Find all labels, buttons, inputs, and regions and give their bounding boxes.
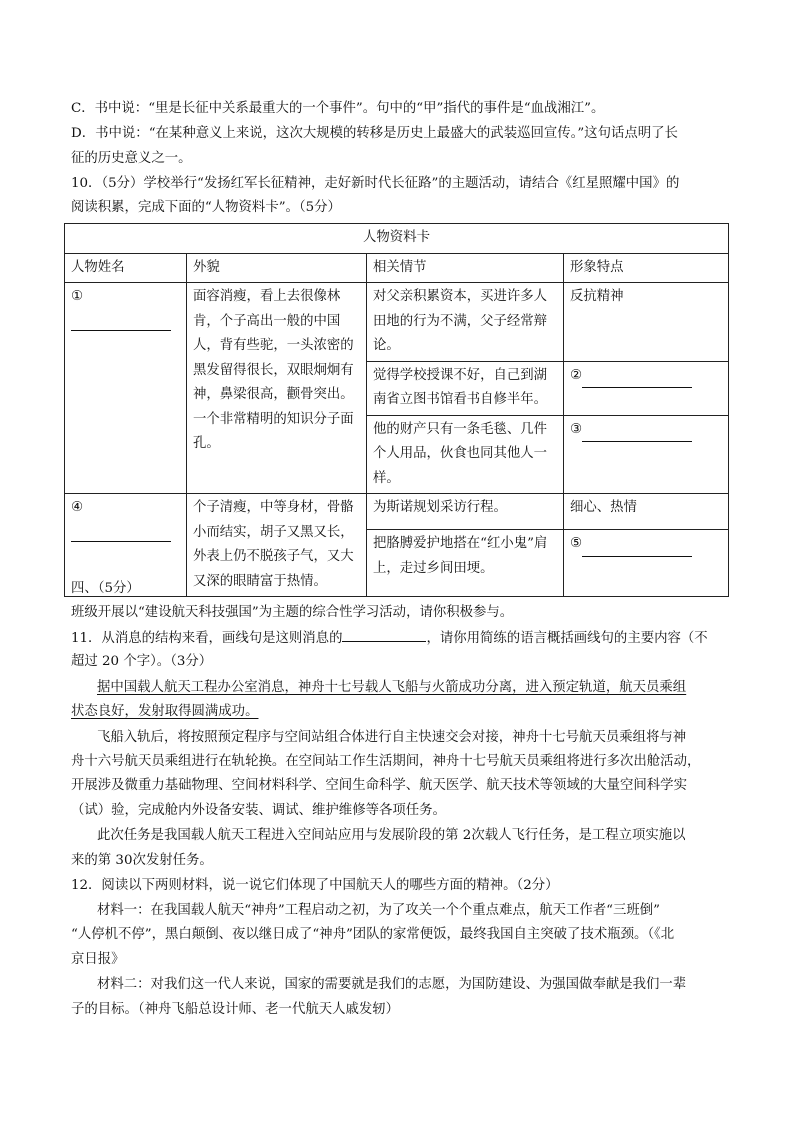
question-10-line2: 阅读积累，完成下面的“人物资料卡”。（5分） <box>71 200 341 215</box>
person1-name-blank[interactable] <box>71 316 171 331</box>
person2-plot-2: 把胳膊爱护地搭在“红小鬼”肩上，走过乡间田埂。 <box>367 530 564 597</box>
person1-trait-1: 反抗精神 <box>564 283 729 362</box>
material-2-line2: 子的目标。（神舟飞船总设计师、老一代航天人戚发轫） <box>71 1002 400 1017</box>
question-11-line2: 超过 20 个字）。（3分） <box>71 654 213 669</box>
question-10-line1: 10．（5分）学校举行“发扬红军长征精神，走好新时代长征路”的主题活动，请结合《红星照耀中国》的 <box>71 176 680 191</box>
person2-trait-2-blank[interactable] <box>582 540 692 557</box>
person2-trait-2-mark: ⑤ <box>570 536 583 552</box>
person1-trait-3-mark: ③ <box>570 421 583 437</box>
material-1-line2: “人停机不停”，黑白颠倒、夜以继日成了“神舟”团队的家常便饭，最终我国自主突破了技术瓶颈。（《北 <box>71 927 675 942</box>
news-para2-line2: 来的第 30次发射任务。 <box>71 853 213 868</box>
person1-row1 <box>65 283 729 362</box>
question-11-line1 <box>71 627 708 650</box>
person1-trait-2-cell <box>564 361 729 415</box>
header-name: 人物姓名 <box>65 253 187 283</box>
news-para1-line1: 飞船入轨后，将按照预定程序与空间站组合体进行自主快速交会对接，神舟十七号航天员乘组将与神 <box>97 730 687 745</box>
news-para1-line4: （试）验，完成舱内外设备安装、调试、维护维修等各项任务。 <box>71 803 446 818</box>
card-title: 人物资料卡 <box>65 224 729 254</box>
person2-trait-2-cell <box>564 530 729 597</box>
character-card-table <box>64 223 729 597</box>
q11-answer-blank[interactable] <box>342 627 426 642</box>
person2-row1 <box>65 494 729 530</box>
section-4-intro: 班级开展以“建设航天科技强国”为主题的综合性学习活动，请你积极参与。 <box>71 605 514 620</box>
material-2-line1: 材料二：对我们这一代人来说，国家的需要就是我们的志愿，为国防建设、为强国做奉献是我们一辈 <box>97 977 687 992</box>
person1-name-cell <box>65 283 187 494</box>
person2-trait-1: 细心、热情 <box>564 494 729 530</box>
person2-mark: ④ <box>71 500 84 515</box>
header-appearance: 外貌 <box>187 253 367 283</box>
question-12: 12．阅读以下两则材料，说一说它们体现了中国航天人的哪些方面的精神。（2分） <box>71 878 559 893</box>
person1-appearance: 面容消瘦，看上去很像林肯，个子高出一般的中国人，背有些驼，一头浓密的黑发留得很长，双眼炯炯有神，鼻梁很高，颧骨突出。一个非常精明的知识分子面孔。 <box>187 283 367 494</box>
person1-plot-2: 觉得学校授课不好，自己到湖南省立图书馆看书自修半年。 <box>367 361 564 415</box>
news-para1-line3: 开展涉及微重力基础物理、空间材料科学、空间生命科学、航天医学、航天技术等领域的大量空间科学实 <box>71 778 687 793</box>
person1-plot-3: 他的财产只有一条毛毯、几件个人用品，伙食也同其他人一样。 <box>367 415 564 494</box>
person1-trait-3-cell <box>564 415 729 494</box>
header-plot: 相关情节 <box>367 253 564 283</box>
option-d-line1: D．书中说：“在某种意义上来说，这次大规模的转移是历史上最盛大的武装巡回宣传。”这句话点明了长 <box>71 126 678 141</box>
option-d-line2: 征的历史意义之一。 <box>71 151 192 166</box>
header-trait: 形象特点 <box>564 253 729 283</box>
option-c: C．书中说：“里是长征中关系最重大的一个事件”。句中的“甲”指代的事件是“血战湘江”。 <box>71 101 605 116</box>
person2-plot-1: 为斯诺规划采访行程。 <box>367 494 564 530</box>
material-1-line3: 京日报》 <box>71 952 125 967</box>
q11-post: ，请你用简练的语言概括画线句的主要内容（不 <box>426 631 708 646</box>
person1-trait-2-blank[interactable] <box>582 371 692 388</box>
underlined-sentence-2: 状态良好，发射取得圆满成功。 <box>71 704 259 719</box>
person1-trait-3-blank[interactable] <box>582 425 692 442</box>
person1-trait-2-mark: ② <box>570 367 583 383</box>
news-para1-line2: 舟十六号航天员乘组进行在轨轮换。在空间站工作生活期间，神舟十七号航天员乘组将进行多次出舱活动， <box>71 754 701 769</box>
underlined-sentence-1: 据中国载人航天工程办公室消息，神舟十七号载人飞船与火箭成功分离，进入预定轨道，航天员乘组 <box>97 680 687 695</box>
person2-appearance: 个子清瘦，中等身材，骨骼小而结实，胡子又黑又长，外表上仍不脱孩子气，又大又深的眼睛富于热情。 <box>187 494 367 597</box>
q11-pre: 11．从消息的结构来看，画线句是这则消息的 <box>71 631 343 646</box>
person1-plot-1: 对父亲积累资本，买进许多人田地的行为不满，父子经常辩论。 <box>367 283 564 362</box>
card-header-row <box>65 253 729 283</box>
material-1-line1: 材料一：在我国载人航天“神舟”工程启动之初，为了攻关一个个重点难点，航天工作者“三班倒” <box>97 903 661 918</box>
section-4-heading: 四、（5分） <box>71 581 140 596</box>
person1-mark: ① <box>71 289 84 304</box>
person2-name-blank[interactable] <box>71 527 171 542</box>
news-para2-line1: 此次任务是我国载人航天工程进入空间站应用与发展阶段的第 2次载人飞行任务，是工程立项实施以 <box>97 828 686 843</box>
